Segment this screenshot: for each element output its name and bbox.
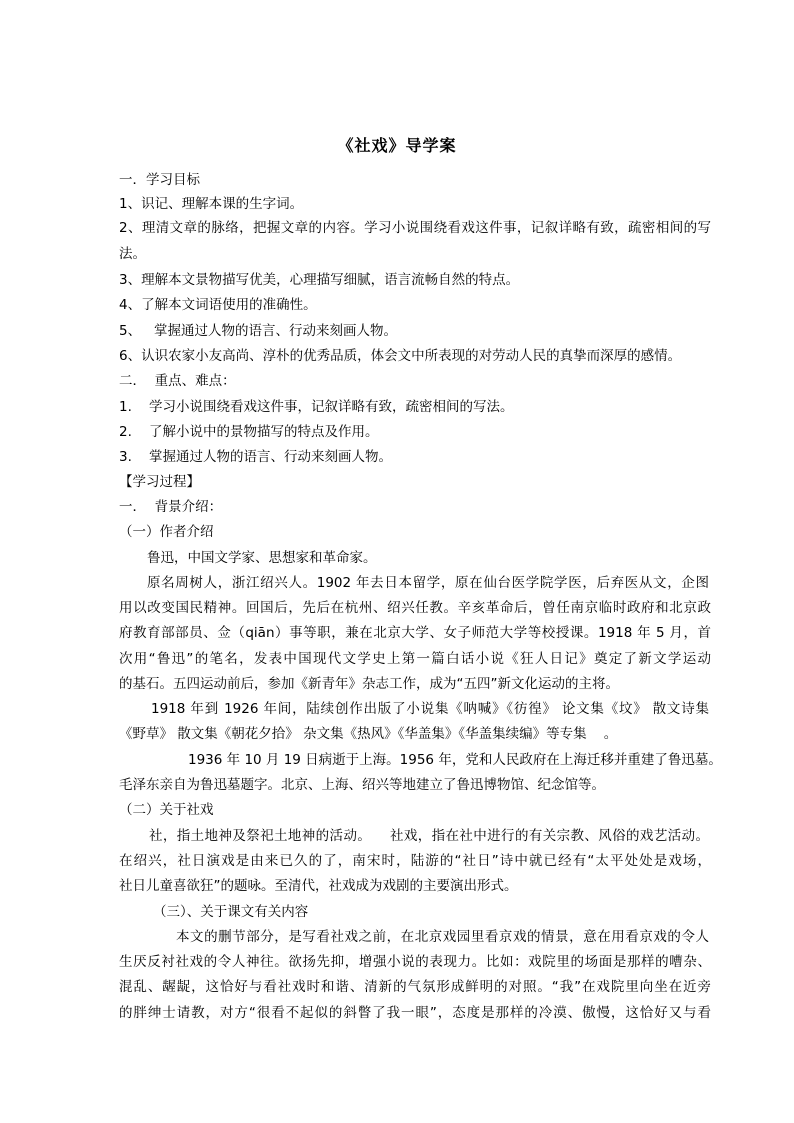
goal-item: 5、 掌握通过人物的语言、行动来刻画人物。: [119, 323, 397, 339]
subheading-background: 一． 背景介绍：: [119, 499, 223, 515]
subheading-shexi: （二）关于社戏: [119, 802, 214, 818]
goal-item: 3、理解本文景物描写优美，心理描写细腻，语言流畅自然的特点。: [119, 272, 520, 288]
author-paragraph: 用以改变国民精神。回国后，先后在杭州、绍兴任教。辛亥革命后，曾任南京临时政府和北京政: [119, 600, 711, 616]
goal-item: 法。: [119, 246, 146, 262]
author-paragraph: 的基石。五四运动前后，参加《新青年》杂志工作，成为“五四”新文化运动的主将。: [119, 676, 619, 692]
shexi-paragraph: 社日儿童喜欲狂”的题咏。至清代，社戏成为戏剧的主要演出形式。: [119, 878, 518, 894]
section-heading-goals: 一．学习目标: [119, 172, 200, 188]
text-paragraph: 生厌反衬社戏的令人神往。欲扬先抑，增强小说的表现力。比如：戏院里的场面是那样的嘈杂、: [119, 954, 711, 970]
author-paragraph: 次用“鲁迅”的笔名，发表中国现代文学史上第一篇白话小说《狂人日记》奠定了新文学运动: [119, 651, 711, 667]
author-paragraph: 毛泽东亲自为鲁迅墓题字。北京、上海、绍兴等地建立了鲁迅博物馆、纪念馆等。: [119, 777, 605, 793]
author-paragraph: 1936 年 10 月 19 日病逝于上海。1956 年，党和人民政府在上海迁移并重建了鲁迅墓。: [188, 752, 722, 768]
text-paragraph: 的胖绅士请教，对方“很看不起似的斜瞥了我一眼”，态度是那样的冷漠、傲慢，这恰好又与看: [119, 1005, 711, 1021]
page-title: 《社戏》导学案: [337, 136, 457, 155]
goal-item: 1、识记、理解本课的生字词。: [119, 196, 304, 212]
focus-item: 2. 了解小说中的景物描写的特点及作用。: [119, 424, 379, 440]
author-paragraph: 1918 年到 1926 年间，陆续创作出版了小说集《呐喊》《彷徨》 论文集《坟》 散文诗集: [151, 701, 709, 717]
shexi-paragraph: 社，指土地神及祭祀土地神的活动。 社戏，指在社中进行的有关宗教、风俗的戏艺活动。: [149, 828, 709, 844]
text-paragraph: 本文的删节部分，是写看社戏之前，在北京戏园里看京戏的情景，意在用看京戏的令人: [176, 929, 709, 945]
focus-item: 1. 学习小说围绕看戏这件事，记叙详略有致，疏密相间的写法。: [119, 399, 514, 415]
section-heading-focus: 二． 重点、难点：: [119, 373, 236, 389]
shexi-paragraph: 在绍兴，社日演戏是由来已久的了，南宋时，陆游的“社日”诗中就已经有“太平处处是戏场，: [119, 853, 711, 869]
goal-item: 4、了解本文词语使用的准确性。: [119, 297, 317, 313]
text-paragraph: 混乱、龌龊，这恰好与看社戏时和谐、清新的气氛形成鲜明的对照。“我”在戏院里向坐在近旁: [119, 979, 711, 995]
subheading-text: （三）、关于课文有关内容: [153, 904, 309, 920]
author-paragraph: 府教育部部员、佥（qiān）事等职，兼在北京大学、女子师范大学等校授课。1918 年 5 月，首: [119, 625, 711, 641]
subheading-author: （一）作者介绍: [119, 524, 214, 540]
author-paragraph: 原名周树人，浙江绍兴人。1902 年去日本留学，原在仙台医学院学医，后弃医从文，企图: [147, 575, 709, 591]
goal-item: 6、认识农家小友高尚、淳朴的优秀品质，体会文中所表现的对劳动人民的真挚而深厚的感情。: [119, 348, 682, 364]
focus-item: 3. 掌握通过人物的语言、行动来刻画人物。: [119, 449, 393, 465]
section-heading-process: 【学习过程】: [119, 474, 200, 490]
author-paragraph: 《野草》 散文集《朝花夕拾》 杂文集《热风》《华盖集》《华盖集续编》等专集 。: [119, 726, 618, 742]
goal-item: 2、理清文章的脉络，把握文章的内容。学习小说围绕看戏这件事，记叙详略有致，疏密相间的写: [119, 220, 711, 236]
author-paragraph: 鲁迅，中国文学家、思想家和革命家。: [147, 550, 377, 566]
